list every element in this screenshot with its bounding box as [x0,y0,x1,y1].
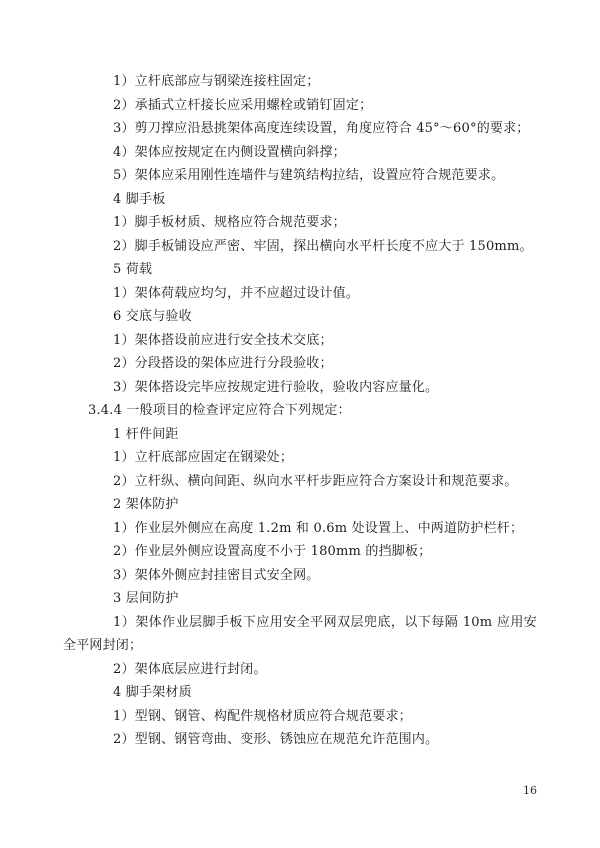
page-number: 16 [523,784,537,797]
list-item: 2）型钢、钢管弯曲、变形、锈蚀应在规范允许范围内。 [113,732,439,747]
sub-heading: 5 荷载 [113,262,153,277]
list-item: 5）架体应采用刚性连墙件与建筑结构拉结，设置应符合规范要求。 [113,168,505,183]
list-item: 1）立杆底部应与钢梁连接柱固定； [113,74,320,89]
list-item: 2）承插式立杆接长应采用螺栓或销钉固定； [113,97,373,113]
list-item: 3）架体外侧应封挂密目式安全网。 [113,567,320,583]
list-item: 2）立杆纵、横向间距、纵向水平杆步距应符合方案设计和规范要求。 [113,473,518,489]
list-item: 2）分段搭设的架体应进行分段验收； [113,356,333,371]
sub-heading: 4 脚手架材质 [113,685,192,700]
sub-heading: 6 交底与验收 [113,309,192,324]
sub-heading: 3 层间防护 [113,591,179,606]
list-item: 1）脚手板材质、规格应符合规范要求； [113,215,346,230]
list-item: 2）架体底层应进行封闭。 [113,661,267,677]
section-heading: 3.4.4 一般项目的检查评定应符合下列规定： [88,403,351,418]
list-item: 1）立杆底部应固定在钢梁处； [113,450,294,465]
list-item: 1）架体搭设前应进行安全技术交底； [113,332,333,348]
list-item: 1）架体荷载应均匀，并不应超过设计值。 [113,285,360,301]
document-body [63,70,537,752]
sub-heading: 1 杆件间距 [113,426,179,442]
list-item: 1）架体作业层脚手板下应用安全平网双层兜底，以下每隔 10m 应用安全平网封闭； [63,614,537,653]
list-item: 1）作业层外侧应在高度 1.2m 和 0.6m 处设置上、中两道防护栏杆； [113,520,524,536]
list-item: 2）脚手板铺设应严密、牢固，探出横向水平杆长度不应大于 150mm。 [113,238,533,254]
list-item: 2）作业层外侧应设置高度不小于 180mm 的挡脚板； [113,544,432,559]
sub-heading: 2 架体防护 [113,497,179,512]
list-item: 1）型钢、钢管、构配件规格材质应符合规范要求； [113,708,412,724]
list-item: 3）剪刀撑应沿悬挑架体高度连续设置，角度应符合 45°～60°的要求； [113,121,530,136]
sub-heading: 4 脚手板 [113,191,166,207]
list-item: 3）架体搭设完毕应按规定进行验收，验收内容应量化。 [113,379,439,395]
list-item: 4）架体应按规定在内侧设置横向斜撑； [113,144,346,160]
